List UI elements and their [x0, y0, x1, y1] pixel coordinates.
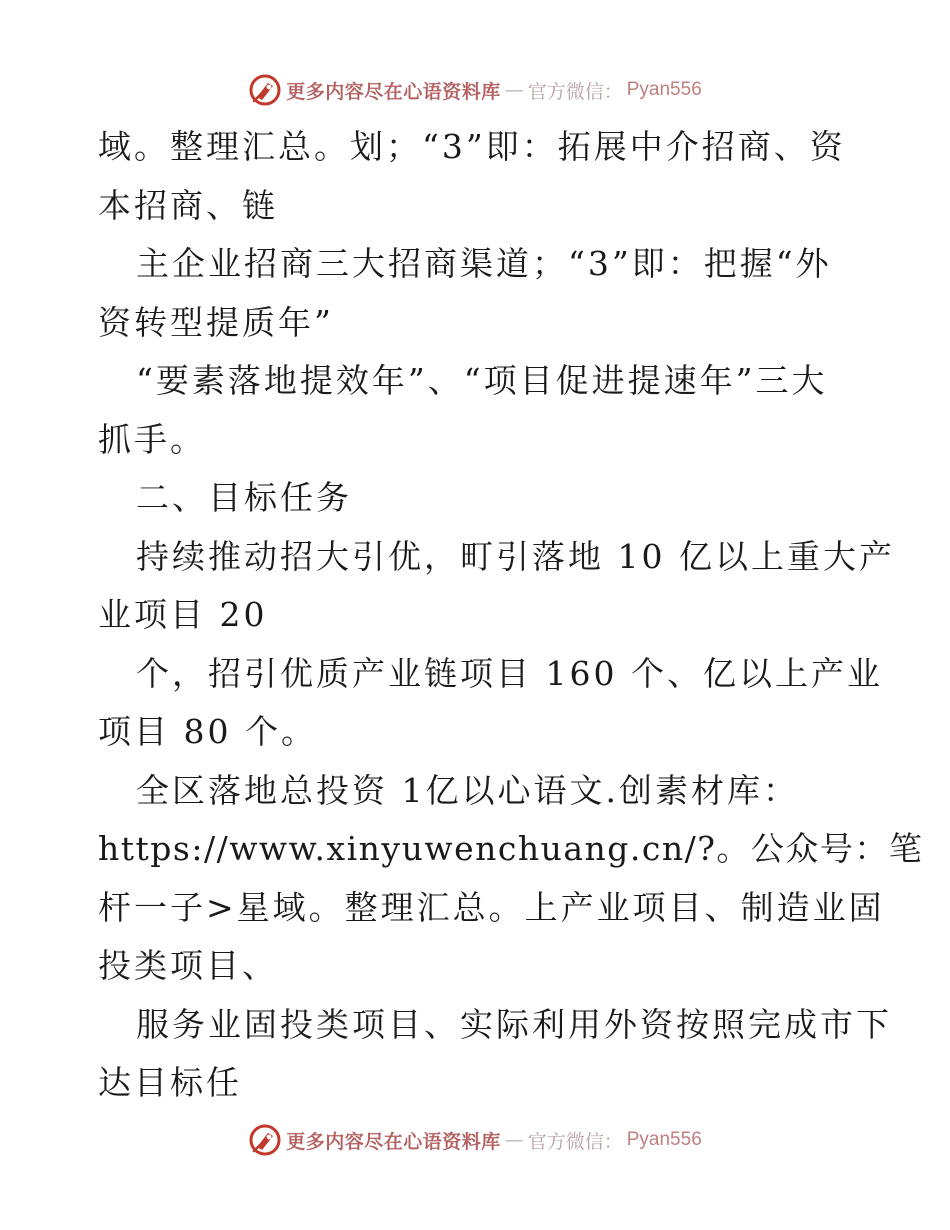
header-banner	[0, 70, 950, 110]
body-line: 全区落地总投资 1亿以心语文.创素材库：	[136, 770, 799, 810]
body-line: 资转型提质年”	[98, 302, 334, 342]
body-line: 个，招引优质产业链项目 160 个、亿以上产业	[136, 653, 883, 693]
banner-title: 更多内容尽在心语资料库	[286, 1130, 501, 1153]
body-line: 域。整理汇总。划；“3”即：拓展中介招商、资	[98, 127, 846, 166]
banner-title: 更多内容尽在心语资料库	[286, 80, 501, 103]
body-line: “要素落地提效年”、“项目促进提速年”三大	[136, 361, 828, 400]
banner-wechat-id: Pyan556	[626, 1129, 702, 1150]
banner-wechat-label: 官方微信：	[527, 80, 623, 103]
banner-wechat-label: 官方微信：	[527, 1130, 623, 1153]
body-line: 服务业固投类项目、实际利用外资按照完成市下	[136, 1004, 892, 1044]
body-line: 主企业招商三大招商渠道；“3”即：把握“外	[136, 244, 832, 283]
body-line: 本招商、链	[98, 185, 278, 225]
section-heading: 二、目标任务	[136, 478, 352, 517]
body-line: 抓手。	[98, 419, 206, 459]
body-line: 持续推动招大引优，町引落地 10 亿以上重大产	[136, 536, 895, 576]
banner-separator: —	[504, 79, 524, 101]
brand-logo-icon	[248, 73, 282, 107]
banner-separator: —	[504, 1129, 524, 1151]
brand-logo-icon	[248, 1123, 282, 1157]
document-body	[98, 118, 924, 1113]
body-line: 业项目 20	[98, 595, 268, 634]
body-line: 投类项目、	[98, 946, 278, 985]
footer-banner	[0, 1120, 950, 1160]
body-line: 杆一子>星域。整理汇总。上产业项目、制造业固	[98, 887, 885, 927]
banner-wechat-id: Pyan556	[626, 79, 702, 100]
body-line-url: https://www.xinyuwenchuang.cn/?。公众号：笔	[98, 829, 924, 868]
body-line: 达目标任	[98, 1063, 242, 1102]
body-line: 项目 80 个。	[98, 712, 317, 751]
